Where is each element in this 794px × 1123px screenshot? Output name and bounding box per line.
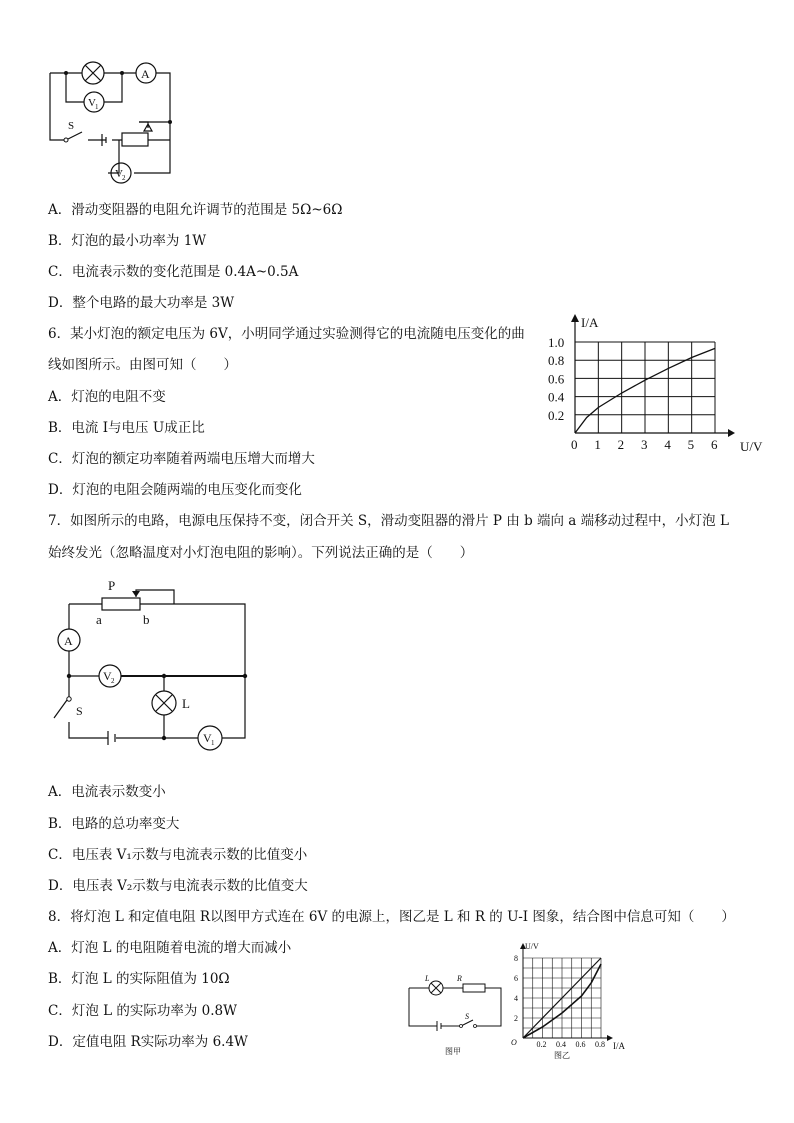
svg-text:A: A — [64, 634, 73, 648]
origin-label: O — [511, 1038, 517, 1047]
y-axis-label: I/A — [581, 315, 599, 330]
q5-option-b: B．灯泡的最小功率为 1W — [48, 233, 207, 249]
q6-stem-line1: 6．某小灯泡的额定电压为 6V，小明同学通过实验测得它的电流随电压变化的曲 — [48, 326, 525, 342]
ui-chart — [505, 940, 635, 1065]
x-axis-arrow — [728, 429, 735, 437]
x-tick-label: 2 — [617, 437, 625, 452]
svg-text:A: A — [141, 67, 150, 81]
fig-jia-caption: 图甲 — [445, 1047, 461, 1056]
q8-stem: 8．将灯泡 L 和定值电阻 R以图甲方式连在 6V 的电源上，图乙是 L 和 R 的 U-I 图象，结合图中信息可知（ ） — [48, 909, 735, 925]
q7-circuit — [48, 577, 258, 757]
q6-option-b: B．电流 I与电压 U成正比 — [48, 420, 205, 436]
q8-option-d: D．定值电阻 R实际功率为 6.4W — [48, 1034, 248, 1050]
x-tick-label: 0.8 — [595, 1040, 605, 1049]
q7-stem-line2: 始终发光（忽略温度对小灯泡电阻的影响）。下列说法正确的是（ ） — [48, 545, 474, 561]
q8-circuit-jia — [405, 972, 505, 1062]
svg-text:L: L — [425, 974, 430, 983]
svg-text:V: V — [88, 97, 96, 109]
q5-option-a: A．滑动变阻器的电阻允许调节的范围是 5Ω~6Ω — [48, 202, 343, 218]
svg-text:P: P — [108, 578, 116, 593]
q5-circuit — [44, 58, 184, 183]
svg-text:S: S — [68, 120, 75, 132]
svg-text:V: V — [203, 731, 212, 745]
x-tick-label: 1 — [594, 437, 601, 452]
x-tick-label: 4 — [664, 437, 671, 452]
svg-text:b: b — [143, 612, 150, 627]
q6-option-d: D．灯泡的电阻会随两端的电压变化而变化 — [48, 482, 302, 498]
svg-text:V: V — [115, 168, 123, 180]
q5-option-c: C．电流表示数的变化范围是 0.4A~0.5A — [48, 264, 299, 280]
x-tick-label: 6 — [711, 437, 718, 452]
y-tick-label: 2 — [514, 1014, 518, 1023]
svg-text:2: 2 — [122, 174, 126, 182]
y-tick-label: 4 — [514, 994, 518, 1003]
y-tick-label: 8 — [514, 954, 518, 963]
q5-option-d: D．整个电路的最大功率是 3W — [48, 295, 235, 311]
q8-option-c: C．灯泡 L 的实际功率为 0.8W — [48, 1003, 238, 1019]
svg-text:2: 2 — [111, 677, 115, 685]
y-tick-label: 0.8 — [548, 353, 565, 369]
q7-option-a: A．电流表示数变小 — [48, 784, 166, 800]
y-axis-label: U/V — [525, 942, 539, 951]
q8-option-b: B．灯泡 L 的实际阻值为 10Ω — [48, 971, 230, 987]
x-axis-label: U/V — [740, 439, 763, 454]
q8-option-a: A．灯泡 L 的电阻随着电流的增大而减小 — [48, 940, 292, 956]
x-tick-label: 5 — [687, 437, 695, 452]
q6-option-a: A．灯泡的电阻不变 — [48, 389, 166, 405]
fig-yi-caption: 图乙 — [554, 1051, 570, 1060]
x-tick-label: 0.4 — [556, 1040, 566, 1049]
x-tick-label: 0 — [571, 437, 578, 452]
svg-text:R: R — [457, 974, 462, 983]
q7-stem-line1: 7．如图所示的电路，电源电压保持不变，闭合开关 S，滑动变阻器的滑片 P 由 b 端向 a 端移动过程中，小灯泡 L — [48, 513, 729, 529]
y-tick-label: 0.6 — [548, 371, 565, 387]
x-axis-label: I/A — [613, 1041, 625, 1051]
svg-text:1: 1 — [95, 103, 99, 111]
y-tick-label: 1.0 — [548, 335, 565, 350]
y-tick-label: 0.2 — [548, 407, 565, 423]
y-tick-label: 6 — [514, 974, 518, 983]
svg-text:S: S — [76, 704, 83, 718]
y-tick-label: 0.4 — [548, 389, 565, 405]
x-tick-label: 0.6 — [575, 1040, 586, 1049]
x-tick-label: 3 — [641, 437, 648, 452]
svg-text:S: S — [465, 1012, 469, 1021]
q7-option-d: D．电压表 V₂示数与电流表示数的比值变大 — [48, 878, 308, 894]
svg-text:a: a — [96, 612, 102, 627]
q6-option-c: C．灯泡的额定功率随着两端电压增大而增大 — [48, 451, 315, 467]
svg-text:L: L — [182, 696, 190, 711]
svg-text:1: 1 — [211, 739, 215, 747]
x-tick-label: 0.2 — [536, 1040, 547, 1049]
q7-option-b: B．电路的总功率变大 — [48, 816, 180, 832]
iu-chart — [540, 308, 770, 478]
svg-text:V: V — [103, 669, 112, 683]
y-axis-arrow — [571, 314, 579, 322]
q6-stem-line2: 线如图所示。由图可知（ ） — [48, 357, 237, 373]
q7-option-c: C．电压表 V₁示数与电流表示数的比值变小 — [48, 847, 308, 863]
